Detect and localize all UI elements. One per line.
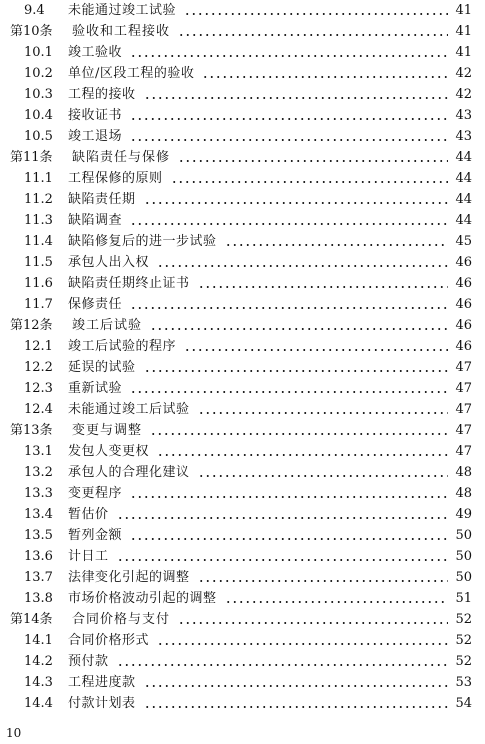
dot-leader (117, 510, 448, 520)
section-title: 竣工退场 (68, 129, 123, 144)
section-title: 工程保修的原则 (68, 171, 163, 186)
section-title: 缺陷责任期终止证书 (68, 276, 190, 291)
section-title: 承包人的合理化建议 (68, 465, 190, 480)
dot-leader (202, 69, 448, 79)
section-number: 11.2 (24, 192, 53, 207)
section-number: 13.4 (24, 507, 53, 522)
page-number: 49 (455, 507, 472, 522)
toc-entry[interactable] (0, 357, 485, 378)
section-title: 未能通过竣工试验 (68, 3, 177, 18)
dot-leader (198, 573, 448, 583)
page-number: 47 (455, 423, 472, 438)
section-title: 预付款 (68, 654, 109, 669)
dot-leader (117, 552, 448, 562)
dot-leader (144, 195, 448, 205)
section-number: 10.3 (24, 87, 53, 102)
toc-entry[interactable] (0, 63, 485, 84)
toc-entry[interactable] (0, 0, 485, 21)
dot-leader (184, 6, 448, 16)
page-number: 44 (455, 171, 472, 186)
page-number: 44 (455, 150, 472, 165)
page-number: 47 (455, 402, 472, 417)
section-title: 计日工 (68, 549, 109, 564)
section-number: 14.4 (24, 696, 53, 711)
chapter-number: 第13条 (10, 423, 53, 438)
toc-entry[interactable] (0, 231, 485, 252)
chapter-title: 合同价格与支付 (72, 612, 171, 627)
toc-entry[interactable] (0, 483, 485, 504)
section-number: 13.5 (24, 528, 53, 543)
section-title: 单位/区段工程的验收 (68, 66, 195, 81)
section-number: 13.1 (24, 444, 53, 459)
page-number: 50 (455, 549, 472, 564)
section-title: 承包人出入权 (68, 255, 150, 270)
toc-entry[interactable] (0, 672, 485, 693)
dot-leader (150, 321, 448, 331)
toc-entry[interactable] (0, 252, 485, 273)
chapter-title: 缺陷责任与保修 (72, 150, 171, 165)
dot-leader (150, 426, 448, 436)
toc-entry[interactable] (0, 462, 485, 483)
section-title: 缺陷责任期 (68, 192, 136, 207)
toc-entry[interactable] (0, 441, 485, 462)
toc-entry[interactable] (0, 126, 485, 147)
dot-leader (157, 636, 448, 646)
dot-leader (130, 531, 448, 541)
page-number: 52 (455, 654, 472, 669)
page-number: 42 (455, 87, 472, 102)
toc-entry[interactable] (0, 294, 485, 315)
section-title: 付款计划表 (68, 696, 136, 711)
dot-leader (130, 48, 448, 58)
section-title: 延误的试验 (68, 360, 136, 375)
section-number: 11.7 (24, 297, 53, 312)
toc-entry[interactable] (0, 378, 485, 399)
section-title: 市场价格波动引起的调整 (68, 591, 217, 606)
toc-entry[interactable] (0, 189, 485, 210)
section-title: 重新试验 (68, 381, 123, 396)
chapter-number: 第12条 (10, 318, 53, 333)
toc-chapter[interactable] (0, 609, 485, 630)
chapter-title: 验收和工程接收 (72, 24, 171, 39)
page-number: 46 (455, 255, 472, 270)
section-number: 10.5 (24, 129, 53, 144)
section-number: 11.6 (24, 276, 53, 291)
toc-entry[interactable] (0, 504, 485, 525)
section-title: 变更程序 (68, 486, 123, 501)
section-number: 11.1 (24, 171, 53, 186)
dot-leader (130, 132, 448, 142)
toc-entry[interactable] (0, 693, 485, 714)
page-number: 48 (455, 465, 472, 480)
section-number: 13.3 (24, 486, 53, 501)
dot-leader (178, 27, 448, 37)
chapter-title: 竣工后试验 (72, 318, 143, 333)
section-number: 12.1 (24, 339, 53, 354)
toc-entry[interactable] (0, 399, 485, 420)
section-title: 竣工验收 (68, 45, 123, 60)
section-title: 发包人变更权 (68, 444, 150, 459)
dot-leader (184, 342, 448, 352)
toc-entry[interactable] (0, 336, 485, 357)
dot-leader (171, 174, 448, 184)
section-number: 12.2 (24, 360, 53, 375)
page-number: 41 (455, 24, 472, 39)
dot-leader (157, 258, 448, 268)
section-number: 14.1 (24, 633, 53, 648)
toc-chapter[interactable] (0, 147, 485, 168)
page-number: 52 (455, 633, 472, 648)
section-title: 工程的接收 (68, 87, 136, 102)
dot-leader (198, 405, 448, 415)
page-number: 50 (455, 570, 472, 585)
toc-chapter[interactable] (0, 315, 485, 336)
toc-entry[interactable] (0, 525, 485, 546)
page-number: 43 (455, 129, 472, 144)
chapter-number: 第14条 (10, 612, 53, 627)
toc-entry[interactable] (0, 546, 485, 567)
page-number: 52 (455, 612, 472, 627)
page-number: 41 (455, 45, 472, 60)
page-number: 46 (455, 318, 472, 333)
section-title: 合同价格形式 (68, 633, 150, 648)
page-number: 41 (455, 3, 472, 18)
section-number: 9.4 (24, 3, 45, 18)
dot-leader (144, 363, 448, 373)
section-number: 13.6 (24, 549, 53, 564)
toc-chapter[interactable] (0, 420, 485, 441)
section-title: 接收证书 (68, 108, 123, 123)
page-number: 51 (455, 591, 472, 606)
page-number: 46 (455, 276, 472, 291)
section-number: 11.4 (24, 234, 53, 249)
section-title: 暂估价 (68, 507, 109, 522)
footer-page-number: 10 (6, 726, 22, 740)
dot-leader (144, 90, 448, 100)
page-number: 46 (455, 339, 472, 354)
dot-leader (225, 237, 448, 247)
toc-entry[interactable] (0, 168, 485, 189)
toc-chapter[interactable] (0, 21, 485, 42)
page-number: 50 (455, 528, 472, 543)
section-title: 缺陷调查 (68, 213, 123, 228)
chapter-number: 第11条 (10, 150, 53, 165)
page-number: 54 (455, 696, 472, 711)
toc-entry[interactable] (0, 105, 485, 126)
section-number: 10.1 (24, 45, 53, 60)
page-number: 43 (455, 108, 472, 123)
section-title: 工程进度款 (68, 675, 136, 690)
dot-leader (144, 678, 448, 688)
dot-leader (157, 447, 448, 457)
chapter-title: 变更与调整 (72, 423, 143, 438)
dot-leader (198, 468, 448, 478)
toc-entry[interactable] (0, 630, 485, 651)
page-number: 45 (455, 234, 472, 249)
section-number: 14.2 (24, 654, 53, 669)
section-number: 11.5 (24, 255, 53, 270)
section-title: 暂列金额 (68, 528, 123, 543)
chapter-number: 第10条 (10, 24, 53, 39)
page-number: 44 (455, 192, 472, 207)
section-number: 10.4 (24, 108, 53, 123)
dot-leader (178, 153, 448, 163)
section-title: 竣工后试验的程序 (68, 339, 177, 354)
page-number: 42 (455, 66, 472, 81)
page-number: 48 (455, 486, 472, 501)
section-number: 13.2 (24, 465, 53, 480)
section-title: 缺陷修复后的进一步试验 (68, 234, 217, 249)
dot-leader (130, 384, 448, 394)
toc-entry[interactable] (0, 651, 485, 672)
toc-entry[interactable] (0, 273, 485, 294)
section-title: 未能通过竣工后试验 (68, 402, 190, 417)
page-number: 46 (455, 297, 472, 312)
toc-entry[interactable] (0, 84, 485, 105)
dot-leader (130, 216, 448, 226)
section-number: 11.3 (24, 213, 53, 228)
dot-leader (178, 615, 448, 625)
toc-entry[interactable] (0, 567, 485, 588)
page-number: 47 (455, 360, 472, 375)
page-number: 53 (455, 675, 472, 690)
page-number: 47 (455, 381, 472, 396)
dot-leader (130, 300, 448, 310)
section-title: 保修责任 (68, 297, 123, 312)
section-title: 法律变化引起的调整 (68, 570, 190, 585)
page-number: 47 (455, 444, 472, 459)
section-number: 13.7 (24, 570, 53, 585)
dot-leader (117, 657, 448, 667)
page-number: 44 (455, 213, 472, 228)
section-number: 10.2 (24, 66, 53, 81)
dot-leader (198, 279, 448, 289)
section-number: 14.3 (24, 675, 53, 690)
dot-leader (225, 594, 448, 604)
section-number: 12.3 (24, 381, 53, 396)
section-number: 13.8 (24, 591, 53, 606)
section-number: 12.4 (24, 402, 53, 417)
toc-entry[interactable] (0, 588, 485, 609)
dot-leader (130, 111, 448, 121)
toc-entry[interactable] (0, 210, 485, 231)
toc-entry[interactable] (0, 42, 485, 63)
dot-leader (130, 489, 448, 499)
dot-leader (144, 699, 448, 709)
